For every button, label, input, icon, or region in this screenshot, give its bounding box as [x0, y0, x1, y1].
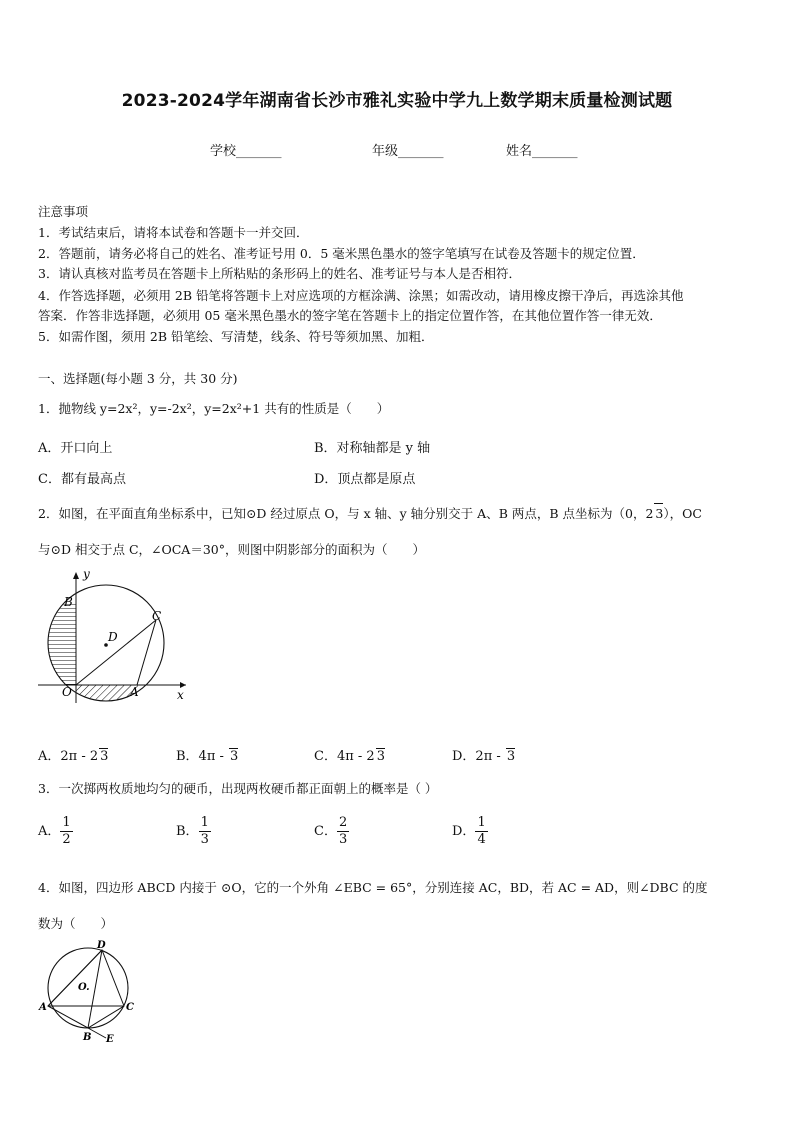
shaded-region-bottom — [76, 685, 138, 705]
notice-item: 答案．作答非选择题，必须用 05 毫米黑色墨水的签字笔在答题卡上的指定位置作答，在其他位置作答一律无效． — [38, 308, 662, 323]
label-a: A — [130, 685, 139, 699]
notice-item: 5．如需作图，须用 2B 铅笔绘、写清楚，线条、符号等须加黑、加粗． — [38, 329, 434, 344]
question-3-option-d: D． $\frac{1}{4}$ — [452, 815, 486, 847]
question-2-line-1 — [38, 503, 702, 524]
question-3-option-a: A． $\frac{1}{2}$ — [38, 815, 71, 847]
question-2-text-c: ），OC — [663, 506, 702, 521]
label-b: B — [64, 595, 73, 609]
section-heading: 一、选择题(每小题 3 分，共 30 分) — [38, 371, 238, 386]
label-e: E — [106, 1034, 114, 1045]
notice-item: 1．考试结束后，请将本试卷和答题卡一并交回． — [38, 225, 309, 240]
label-x: x — [177, 688, 184, 702]
question-1-option-a: A．开口向上 — [38, 441, 113, 456]
question-3-option-b: B． $\frac{1}{3}$ — [176, 815, 209, 847]
question-3-stem: 3．一次掷两枚质地均匀的硬币，出现两枚硬币都正面朝上的概率是（ ） — [38, 781, 438, 796]
question-1-stem: 1．抛物线 y=2x²，y=-2x²，y=2x²+1 共有的性质是（ ） — [38, 401, 390, 416]
label-c: C — [152, 609, 162, 623]
question-4-line-1: 4．如图，四边形 ABCD 内接于 ⊙O，它的一个外角 ∠EBC = 65°，分别连接 AC，BD，若 AC = AD，则∠DBC 的度 — [38, 880, 708, 895]
label-c: C — [126, 1002, 134, 1013]
question-2-option-c: C．4π - 2 3 — [314, 749, 385, 764]
page-title: 2023-2024学年湖南省长沙市雅礼实验中学九上数学期末质量检测试题 — [121, 91, 673, 111]
question-2-option-d: D．2π - 3 — [452, 749, 516, 764]
question-2-figure — [36, 568, 196, 708]
question-4-line-2: 数为（ ） — [38, 916, 114, 931]
label-d: D — [108, 630, 118, 644]
question-3-option-c: C． $\frac{2}{3}$ — [314, 815, 348, 847]
segment-ca — [137, 620, 156, 685]
label-y: y — [83, 568, 90, 581]
school-field: 学校_______ — [210, 144, 282, 159]
notice-item: 4．作答选择题，必须用 2B 铅笔将答题卡上对应选项的方框涂满、涂黑；如需改动，请用橡皮擦干净后，再选涂其他 — [38, 288, 684, 303]
question-2-text-b: B 两点，B 点坐标为（0，2 — [498, 506, 654, 521]
label-d: D — [97, 940, 106, 951]
notice-item: 2．答题前，请务必将自己的姓名、准考证号用 0．5 毫米黑色墨水的签字笔填写在试卷及答题卡的规定位置． — [38, 246, 645, 261]
question-1-option-c: C．都有最高点 — [38, 472, 126, 487]
sqrt-symbol: 3 — [654, 503, 663, 524]
question-1-option-b: B．对称轴都是 y 轴 — [314, 441, 431, 456]
question-1-option-d: D．顶点都是原点 — [314, 472, 416, 487]
grade-field: 年级_______ — [372, 144, 444, 159]
notice-item: 3．请认真核对监考员在答题卡上所粘贴的条形码上的姓名、准考证号与本人是否相符． — [38, 266, 521, 281]
y-axis-arrow — [73, 572, 79, 579]
shaded-region-left — [46, 603, 76, 685]
question-2-line-2: 与⊙D 相交于点 C，∠OCA＝30°，则图中阴影部分的面积为（ ） — [38, 542, 425, 557]
notice-heading: 注意事项 — [38, 204, 89, 219]
label-o: O — [62, 685, 72, 699]
question-4-figure — [36, 938, 146, 1048]
question-2-option-b: B．4π - 3 — [176, 749, 239, 764]
question-2-text-a: 2．如图，在平面直角坐标系中，已知⊙D 经过原点 O，与 x 轴、y 轴分别交于 A、 — [38, 506, 499, 521]
name-field: 姓名_______ — [506, 144, 578, 159]
label-o: O. — [78, 982, 90, 993]
question-2-option-a: A．2π - 2 3 — [38, 749, 109, 764]
label-a: A — [39, 1002, 47, 1013]
label-b: B — [83, 1032, 92, 1043]
